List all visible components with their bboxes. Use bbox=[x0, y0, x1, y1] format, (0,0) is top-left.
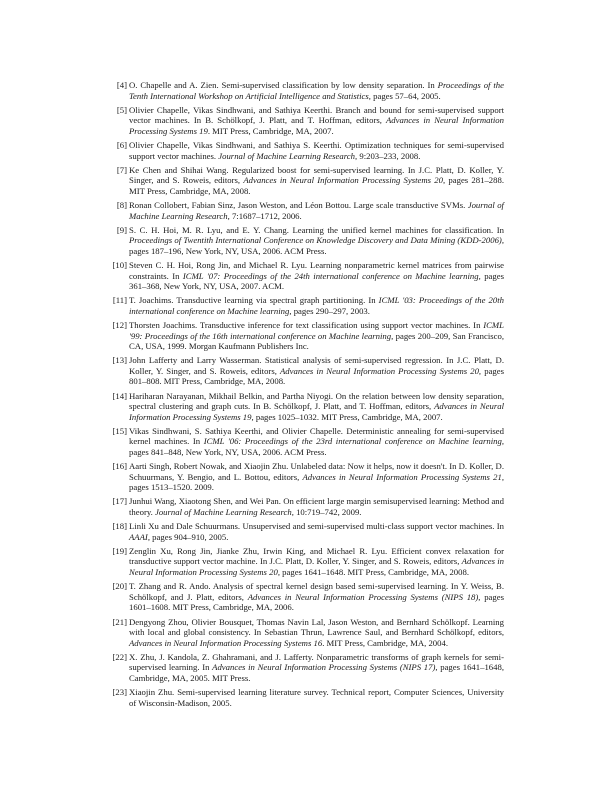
reference-segment: Aarti Singh, Robert Nowak, and Xiaojin Zhu. Unlabeled data: Now it helps, now it doesn't. In D. Koller, D. Schuurmans, Y. Bengio, and L. Bottou, editors, bbox=[129, 461, 504, 482]
reference-segment: Zenglin Xu, Rong Jin, Jianke Zhu, Irwin King, and Michael R. Lyu. Efficient convex relaxation for transductive support vector machine. In J.C. Platt, D. Koller, Y. Singer, and S. Roweis, editors, bbox=[129, 545, 504, 567]
reference-entry bbox=[112, 165, 504, 197]
reference-text bbox=[129, 687, 504, 708]
reference-entry bbox=[112, 391, 504, 423]
reference-venue: Journal of Machine Learning Research bbox=[129, 200, 504, 221]
reference-text bbox=[129, 295, 504, 316]
reference-segment: , pages 904–910, 2005. bbox=[147, 531, 229, 542]
reference-venue: Advances in Neural Information Processing Systems 19 bbox=[129, 401, 504, 422]
reference-text bbox=[129, 581, 504, 613]
reference-venue: ICML '99: Proceedings of the 16th international conference on Machine learning bbox=[129, 320, 504, 341]
reference-text bbox=[129, 200, 504, 221]
reference-venue: Advances in Neural Information Processing Systems 20 bbox=[280, 365, 479, 376]
reference-text bbox=[129, 496, 504, 517]
reference-segment: , pages 1641–1648, Cambridge, MA, 2005. MIT Press. bbox=[129, 662, 504, 683]
reference-segment: . MIT Press, Cambridge, MA, 2007. bbox=[207, 125, 334, 136]
reference-entry bbox=[112, 617, 504, 649]
reference-text bbox=[129, 225, 504, 257]
reference-segment: Hariharan Narayanan, Mikhail Belkin, and Partha Niyogi. On the relation between low density separation, spectral clustering and graph cuts. In B. Schölkopf, J. Platt, and T. Hoffman, editors, bbox=[129, 390, 504, 412]
reference-text bbox=[129, 617, 504, 649]
reference-venue: Proceedings of the Tenth International Workshop on Artificial Intelligence and Statistics bbox=[129, 80, 504, 101]
reference-segment: Vikas Sindhwani, S. Sathiya Keerthi, and Olivier Chapelle. Deterministic annealing for semi-supervised kernel machines. In bbox=[129, 425, 504, 447]
reference-number: [6] bbox=[116, 140, 127, 151]
reference-number: [19] bbox=[112, 545, 127, 556]
reference-segment: Dengyong Zhou, Olivier Bousquet, Thomas Navin Lal, Jason Weston, and Bernhard Schölkopf. Learning with local and global consistency. In Sebastian Thrun, Lawrence Saul, and Bernhard Schölkopf, editors, bbox=[129, 616, 504, 638]
reference-number: [22] bbox=[112, 651, 127, 662]
reference-entry bbox=[112, 521, 504, 542]
reference-entry bbox=[112, 546, 504, 578]
reference-venue: Proceedings of Twentith International Conference on Knowledge Discovery and Data Mining (KDD-2006) bbox=[129, 235, 502, 246]
reference-entry bbox=[112, 652, 504, 684]
reference-venue: Advances in Neural Information Processing Systems (NIPS 18) bbox=[247, 591, 479, 602]
reference-venue: AAAI bbox=[129, 531, 148, 542]
reference-segment: , pages 281–288. MIT Press, Cambridge, MA, 2008. bbox=[129, 175, 505, 196]
reference-number: [7] bbox=[116, 164, 127, 175]
reference-number: [20] bbox=[112, 581, 127, 592]
reference-segment: Linli Xu and Dale Schuurmans. Unsupervised and semi-supervised multi-class support vector machines. In bbox=[129, 521, 504, 532]
reference-text bbox=[129, 165, 504, 197]
reference-segment: , pages 57–64, 2005. bbox=[368, 90, 441, 101]
reference-text bbox=[129, 546, 504, 578]
reference-number: [10] bbox=[112, 260, 127, 271]
reference-venue: ICML '06: Proceedings of the 23rd international conference on Machine learning bbox=[203, 436, 502, 447]
reference-list bbox=[112, 80, 504, 712]
reference-segment: John Lafferty and Larry Wasserman. Statistical analysis of semi-supervised regression. In J.C. Platt, D. Koller, Y. Singer, and S. Roweis, editors, bbox=[129, 355, 504, 376]
reference-venue: Advances in Neural Information Processing Systems (NIPS 17) bbox=[212, 662, 436, 673]
reference-number: [17] bbox=[112, 496, 127, 507]
reference-segment: , 9:203–233, 2008. bbox=[355, 150, 421, 161]
reference-entry bbox=[112, 320, 504, 352]
reference-entry bbox=[112, 295, 504, 316]
reference-segment: , pages 801–808. MIT Press, Cambridge, MA, 2008. bbox=[129, 365, 504, 387]
reference-venue: Advances in Neural Information Processing Systems 19 bbox=[129, 115, 504, 136]
reference-venue: Advances in Neural Information Processing Systems 16 bbox=[129, 637, 323, 648]
reference-venue: Journal of Machine Learning Research bbox=[218, 150, 355, 161]
reference-segment: Olivier Chapelle, Vikas Sindhwani, and Sathiya S. Keerthi. Optimization techniques for semi-supervised support vector machines. bbox=[129, 140, 504, 161]
reference-segment: Ronan Collobert, Fabian Sinz, Jason Weston, and Léon Bottou. Large scale transductive SVMs. bbox=[129, 200, 468, 211]
reference-entry bbox=[112, 80, 504, 101]
reference-number: [16] bbox=[112, 461, 127, 472]
reference-text bbox=[129, 391, 504, 423]
reference-segment: Steven C. H. Hoi, Rong Jin, and Michael R. Lyu. Learning nonparametric kernel matrices from pairwise constraints. In bbox=[129, 260, 504, 281]
reference-number: [15] bbox=[112, 425, 127, 436]
reference-entry bbox=[112, 687, 504, 708]
reference-segment: , pages 361–368, New York, NY, USA, 2007. ACM. bbox=[129, 270, 504, 292]
reference-entry bbox=[112, 355, 504, 387]
reference-entry bbox=[112, 260, 504, 292]
reference-text bbox=[129, 461, 504, 493]
reference-entry bbox=[112, 426, 504, 458]
reference-number: [23] bbox=[112, 687, 127, 698]
reference-segment: , pages 1025–1032. MIT Press, Cambridge, MA, 2007. bbox=[251, 411, 443, 422]
reference-segment: O. Chapelle and A. Zien. Semi-supervised classification by low density separation. In bbox=[129, 80, 438, 90]
reference-segment: , pages 290–297, 2003. bbox=[289, 305, 370, 316]
reference-number: [14] bbox=[112, 390, 127, 401]
reference-text bbox=[129, 426, 504, 458]
reference-segment: T. Zhang and R. Ando. Analysis of spectral kernel design based semi-supervised learning. In Y. Weiss, B. Schölkopf, and J. Platt, editors, bbox=[129, 581, 504, 602]
reference-entry bbox=[112, 225, 504, 257]
reference-number: [9] bbox=[116, 224, 127, 235]
reference-entry bbox=[112, 200, 504, 221]
reference-segment: , pages 1641–1648. MIT Press, Cambridge, MA, 2008. bbox=[277, 567, 470, 578]
reference-segment: , pages 200–209, San Francisco, CA, USA, 1999. Morgan Kaufmann Publishers Inc. bbox=[129, 330, 504, 352]
reference-entry bbox=[112, 581, 504, 613]
reference-entry bbox=[112, 105, 504, 137]
reference-entry bbox=[112, 461, 504, 493]
reference-text bbox=[129, 521, 504, 542]
reference-segment: Thorsten Joachims. Transductive inference for text classification using support vector machines. In bbox=[129, 320, 484, 331]
reference-number: [5] bbox=[116, 104, 127, 115]
reference-segment: , pages 1601–1608. MIT Press, Cambridge, MA, 2006. bbox=[129, 591, 504, 613]
reference-segment: T. Joachims. Transductive learning via spectral graph partitioning. In bbox=[129, 295, 379, 306]
reference-segment: Junhui Wang, Xiaotong Shen, and Wei Pan. On efficient large margin semisupervised learning: Method and theory. bbox=[129, 496, 504, 518]
reference-segment: , pages 1513–1520. 2009. bbox=[129, 471, 504, 493]
reference-text bbox=[129, 260, 504, 292]
reference-venue: Advances in Neural Information Processing Systems 20 bbox=[243, 175, 443, 186]
reference-venue: ICML '03: Proceedings of the 20th international conference on Machine learning bbox=[129, 295, 504, 316]
reference-text bbox=[129, 105, 504, 137]
reference-segment: , pages 841–848, New York, NY, USA, 2006. ACM Press. bbox=[129, 436, 504, 457]
reference-venue: Advances in Neural Information Processing Systems 20 bbox=[129, 556, 505, 578]
reference-number: [21] bbox=[112, 616, 127, 627]
reference-segment: X. Zhu, J. Kandola, Z. Ghahramani, and J. Lafferty. Nonparametric transforms of graph kernels for semi-supervised learning. In bbox=[129, 651, 504, 673]
reference-number: [8] bbox=[116, 200, 127, 211]
reference-segment: , 10:719–742, 2009. bbox=[291, 507, 362, 518]
reference-segment: . MIT Press, Cambridge, MA, 2004. bbox=[322, 637, 449, 648]
reference-segment: Olivier Chapelle, Vikas Sindhwani, and Sathiya Keerthi. Branch and bound for semi-supervised support vector machines. In B. Schölkopf, J. Platt, and T. Hoffman, editors, bbox=[129, 104, 504, 126]
reference-number: [11] bbox=[112, 295, 127, 306]
reference-entry bbox=[112, 496, 504, 517]
reference-number: [4] bbox=[116, 80, 127, 90]
reference-text bbox=[129, 652, 504, 684]
reference-segment: , 7:1687–1712, 2006. bbox=[227, 210, 302, 221]
reference-text bbox=[129, 355, 504, 387]
reference-segment: S. C. H. Hoi, M. R. Lyu, and E. Y. Chang. Learning the unified kernel machines for classification. In bbox=[129, 224, 504, 235]
reference-number: [18] bbox=[112, 521, 127, 532]
reference-venue: Journal of Machine Learning Research bbox=[154, 507, 292, 518]
reference-segment: Ke Chen and Shihai Wang. Regularized boost for semi-supervised learning. In J.C. Platt, D. Koller, Y. Singer, and S. Roweis, editors, bbox=[129, 164, 504, 186]
reference-segment: Xiaojin Zhu. Semi-supervised learning literature survey. Technical report, Computer Sciences, University of Wisconsin-Madison, 2005. bbox=[129, 687, 504, 708]
reference-text bbox=[129, 140, 504, 161]
reference-number: [12] bbox=[112, 320, 127, 331]
reference-text bbox=[129, 320, 504, 352]
reference-text bbox=[129, 80, 504, 101]
reference-venue: ICML '07: Proceedings of the 24th international conference on Machine learning bbox=[182, 270, 479, 281]
reference-entry bbox=[112, 140, 504, 161]
reference-venue: Advances in Neural Information Processing Systems 21 bbox=[302, 471, 502, 482]
reference-number: [13] bbox=[112, 355, 127, 366]
reference-segment: , pages 187–196, New York, NY, USA, 2006. ACM Press. bbox=[129, 235, 504, 256]
